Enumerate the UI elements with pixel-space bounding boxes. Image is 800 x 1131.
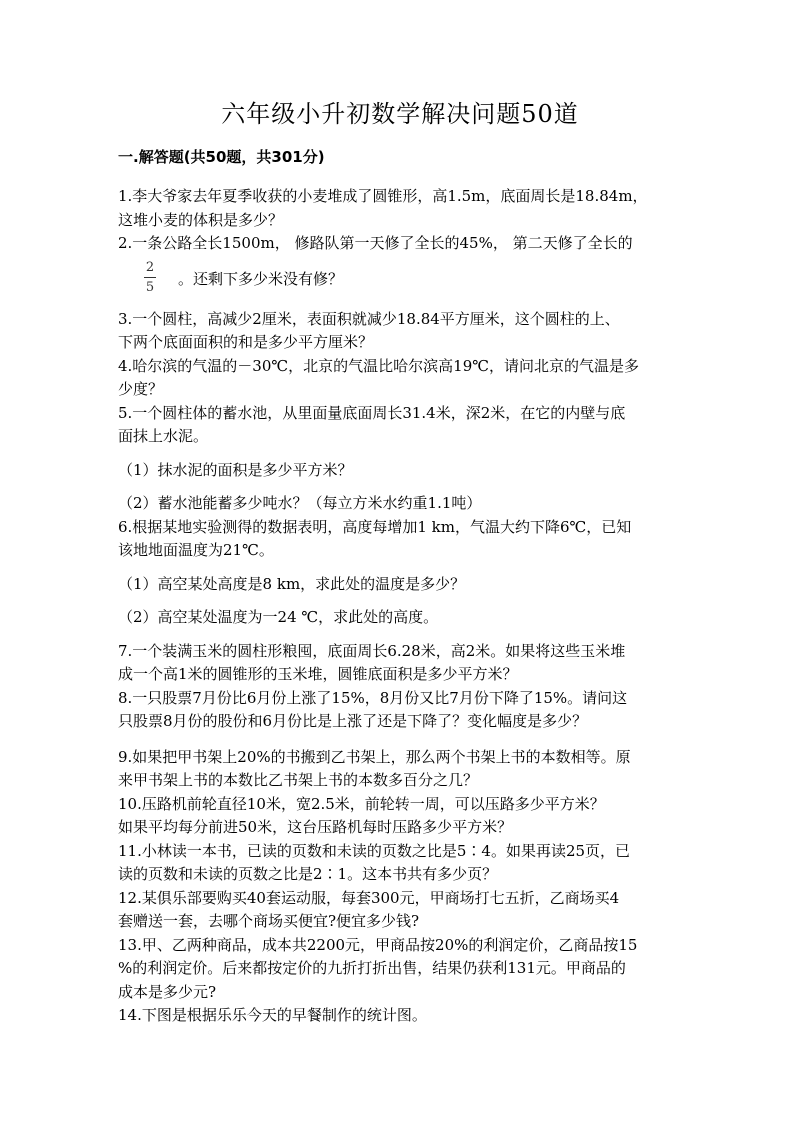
- question-5-sub-2: （2）蓄水池能蓄多少吨水？（每立方米水约重1.1吨）: [118, 494, 482, 512]
- question-6-line-2: 该地地面温度为21℃。: [118, 541, 274, 559]
- question-6-sub-2: （2）高空某处温度为一24 ℃，求此处的高度。: [118, 608, 439, 626]
- spacer: [118, 482, 686, 492]
- question-13-line-2: %的利润定价。后来都按定价的九折打折出售，结果仍获利131元。甲商品的: [118, 959, 626, 977]
- spacer: [118, 596, 686, 606]
- spacer: [118, 734, 686, 746]
- question-6-line-1: 6.根据某地实验测得的数据表明，高度每增加1 km，气温大约下降6℃，已知: [118, 517, 632, 536]
- fraction-bar: [144, 277, 156, 278]
- section-heading: 一.解答题(共50题，共301分): [118, 148, 325, 166]
- fraction-two-fifths: [144, 260, 156, 295]
- fraction-numerator: 2: [145, 259, 155, 275]
- question-2-line-2: 。还剩下多少米没有修？: [178, 269, 344, 288]
- question-1-line-2: 这堆小麦的体积是多少？: [118, 210, 284, 229]
- question-11-line-1: 11.小林读一本书，已读的页数和未读的页数之比是5∶4。如果再读25页，已: [118, 841, 631, 860]
- question-4-line-1: 4.哈尔滨的气温的－30℃，北京的气温比哈尔滨高19℃，请问北京的气温是多: [118, 356, 640, 375]
- question-3-line-2: 下两个底面面积的和是多少平方厘米？: [118, 333, 374, 351]
- question-6-sub-1: （1）高空某处高度是8 km，求此处的温度是多少？: [118, 574, 466, 593]
- spacer: [118, 563, 686, 573]
- question-7-line-1: 7.一个装满玉米的圆柱形粮囤，底面周长6.28米，高2米。如果将这些玉米堆: [118, 641, 626, 660]
- spacer: [118, 449, 686, 459]
- question-7-line-2: 成一个高1米的圆锥形的玉米堆，圆锥底面积是多少平方米？: [118, 665, 518, 683]
- question-5-line-2: 面抹上水泥。: [118, 427, 209, 445]
- spacer: [118, 630, 686, 640]
- question-8-line-1: 8.一只股票7月份比6月份上涨了15%，8月份又比7月份下降了15%。请问这: [118, 688, 628, 707]
- question-2-fraction-row: [118, 256, 686, 308]
- question-10-line-1: 10.压路机前轮直径10米，宽2.5米，前轮转一周，可以压路多少平方米？: [118, 794, 605, 813]
- question-5-sub-1: （1）抹水泥的面积是多少平方米？: [118, 460, 353, 479]
- question-13-line-1: 13.甲、乙两种商品，成本共2200元，甲商品按20%的利润定价，乙商品按15: [118, 935, 638, 954]
- question-8-line-2: 只股票8月份的股份和6月份比是上涨了还是下降了？变化幅度是多少？: [118, 712, 588, 730]
- question-12-line-1: 12.某俱乐部要购买40套运动服，每套300元，甲商场打七五折，乙商场买4: [118, 888, 620, 907]
- question-5-line-1: 5.一个圆柱体的蓄水池，从里面量底面周长31.4米，深2米，在它的内壁与底: [118, 403, 626, 422]
- question-4-line-2: 少度？: [118, 380, 164, 398]
- question-9-line-1: 9.如果把甲书架上20%的书搬到乙书架上，那么两个书架上书的本数相等。原: [118, 747, 631, 766]
- question-11-line-2: 读的页数和未读的页数之比是2∶1。这本书共有多少页？: [118, 865, 498, 883]
- question-1-line-1: 1.李大爷家去年夏季收获的小麦堆成了圆锥形，高1.5m，底面周长是18.84m，: [118, 187, 648, 205]
- document-title: 六年级小升初数学解决问题50道: [221, 100, 579, 128]
- question-2-line-1: 2.一条公路全长1500m， 修路队第一天修了全长的45%， 第二天修了全长的: [118, 234, 633, 252]
- questions-body: [118, 185, 686, 1028]
- question-14-line-1: 14.下图是根据乐乐今天的早餐制作的统计图。: [118, 1006, 427, 1024]
- question-9-line-2: 来甲书架上书的本数比乙书架上书的本数多百分之几？: [118, 771, 479, 789]
- question-12-line-2: 套赠送一套，去哪个商场买便宜?便宜多少钱?: [118, 912, 420, 930]
- question-3-line-1: 3.一个圆柱，高减少2厘米，表面积就减少18.84平方厘米，这个圆柱的上、: [118, 309, 620, 328]
- fraction-denominator: 5: [145, 279, 155, 295]
- question-13-line-3: 成本是多少元?: [118, 982, 217, 1001]
- question-10-line-2: 如果平均每分前进50米，这台压路机每时压路多少平方米？: [118, 818, 513, 836]
